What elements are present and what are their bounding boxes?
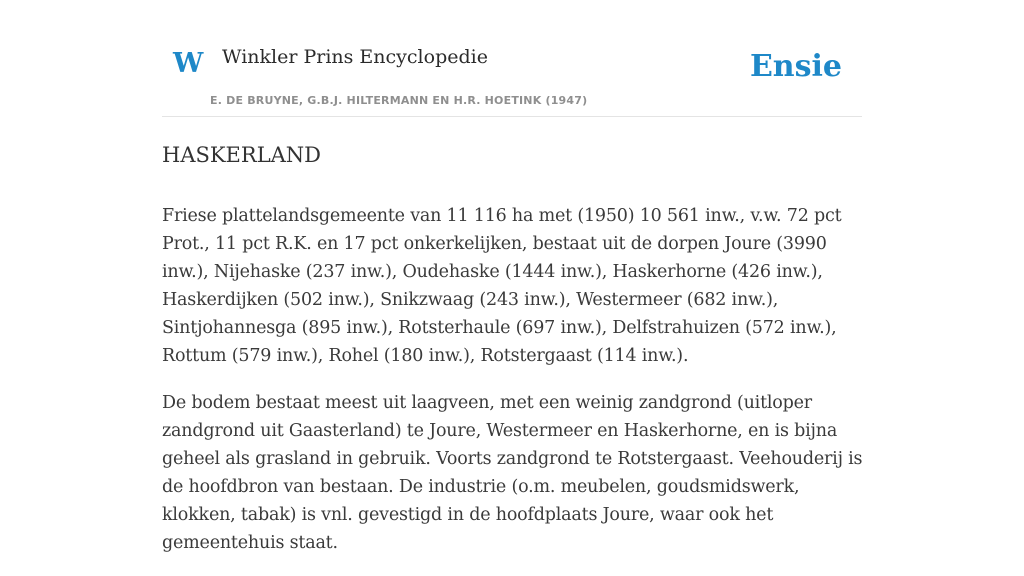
publication-title[interactable]: Winkler Prins Encyclopedie [222, 46, 488, 68]
article [162, 139, 866, 576]
site-header [162, 0, 862, 117]
article-paragraph-2: De bodem bestaat meest uit laagveen, met een weinig zandgrond (uitloper zandgrond uit Gaasterland) te Joure, Westermeer en Haskerhorne, en is bijna geheel als grasland in gebruik. Voorts zandgrond te Rotstergaast. Veehouderij is de hoofdbron van bestaan. De industrie (o.m. meubelen, goudsmidswerk, klokken, tabak) is vnl. gevestigd in de hoofdplaats Joure, waar ook het gemeentehuis staat. [162, 393, 863, 553]
article-title: HASKERLAND [162, 143, 322, 167]
publication-authors: E. DE BRUYNE, G.B.J. HILTERMANN EN H.R. HOETINK (1947) [210, 94, 588, 107]
ensie-brand-logo[interactable]: Ensie [749, 49, 842, 84]
publication-logo[interactable]: W [173, 48, 204, 79]
article-paragraph-1: Friese plattelandsgemeente van 11 116 ha met (1950) 10 561 inw., v.w. 72 pct Prot., 11 pct R.K. en 17 pct onkerkelijken, bestaat uit de dorpen Joure (3990 inw.), Nijehaske (237 inw.), Oudehaske (1444 inw.), Haskerhorne (426 inw.), Haskerdijken (502 inw.), Snikzwaag (243 inw.), Westermeer (682 inw.), Sintjohannesga (895 inw.), Rotsterhaule (697 inw.), Delfstrahuizen (572 inw.), Rottum (579 inw.), Rohel (180 inw.), Rotstergaast (114 inw.). [162, 206, 842, 366]
